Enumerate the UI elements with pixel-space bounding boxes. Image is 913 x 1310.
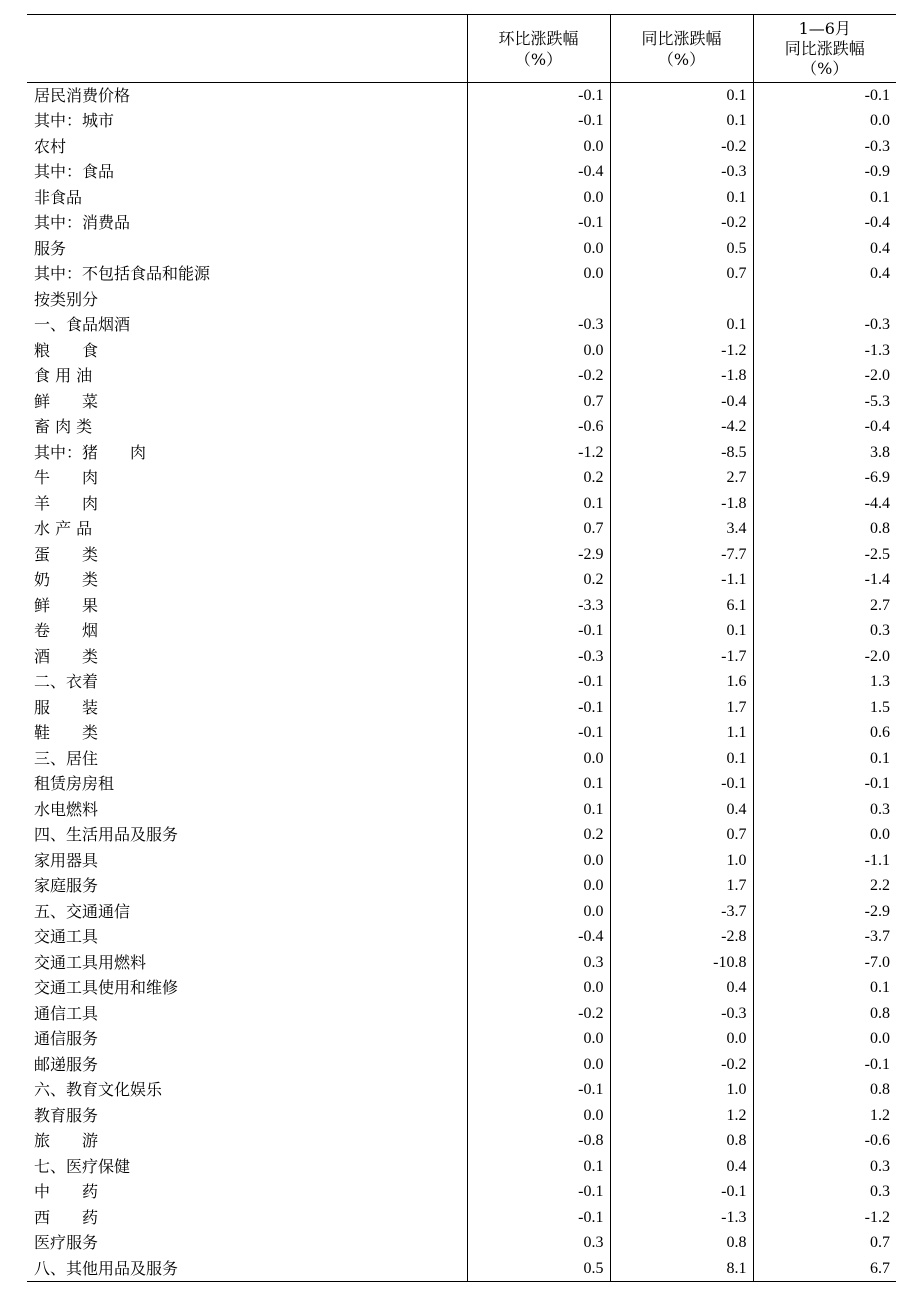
yoy-value: 0.0 [610, 1026, 753, 1052]
ytd-yoy-value: 0.8 [753, 1001, 896, 1027]
table-row [27, 83, 896, 109]
ytd-yoy-value: -0.1 [753, 83, 896, 109]
row-label: 四、生活用品及服务 [34, 825, 179, 845]
ytd-yoy-value: 0.3 [753, 618, 896, 644]
row-label: 水电燃料 [34, 799, 99, 819]
mom-value: 0.7 [467, 389, 610, 415]
row-label: 其中：消费品 [34, 213, 131, 233]
mom-value: 0.0 [467, 134, 610, 160]
ytd-yoy-value: 3.8 [753, 440, 896, 466]
row-label: 其中：不包括食品和能源 [34, 264, 211, 284]
ytd-yoy-value: 1.2 [753, 1103, 896, 1129]
yoy-value: -1.7 [610, 644, 753, 670]
ytd-yoy-value: -2.9 [753, 899, 896, 925]
table-row [27, 1103, 896, 1129]
ytd-yoy-value: -2.5 [753, 542, 896, 568]
table-row [27, 389, 896, 415]
table-row [27, 950, 896, 976]
row-label: 租赁房房租 [34, 774, 115, 794]
yoy-value: -1.8 [610, 491, 753, 517]
yoy-value: 0.8 [610, 1230, 753, 1256]
yoy-value: 1.0 [610, 1077, 753, 1103]
row-label: 牛 肉 [34, 468, 99, 488]
row-label: 蛋 类 [34, 544, 99, 564]
mom-value: -0.8 [467, 1128, 610, 1154]
mom-value: -0.1 [467, 1179, 610, 1205]
yoy-value: -8.5 [610, 440, 753, 466]
ytd-yoy-value: -3.7 [753, 924, 896, 950]
mom-value: 0.0 [467, 261, 610, 287]
mom-value: -3.3 [467, 593, 610, 619]
table-row [27, 746, 896, 772]
table-row [27, 491, 896, 517]
mom-value: 0.3 [467, 950, 610, 976]
ytd-yoy-value: -2.0 [753, 363, 896, 389]
yoy-value: 3.4 [610, 516, 753, 542]
mom-value: 0.0 [467, 1052, 610, 1078]
ytd-yoy-value: -0.4 [753, 414, 896, 440]
ytd-yoy-value: -6.9 [753, 465, 896, 491]
row-label: 通信服务 [34, 1029, 99, 1049]
table-row [27, 1026, 896, 1052]
table-row [27, 848, 896, 874]
ytd-yoy-value: 0.1 [753, 975, 896, 1001]
row-label: 交通工具用燃料 [34, 952, 147, 972]
mom-value: -1.2 [467, 440, 610, 466]
table-row [27, 542, 896, 568]
yoy-value: 0.4 [610, 975, 753, 1001]
mom-value: -0.1 [467, 108, 610, 134]
mom-value: 0.1 [467, 491, 610, 517]
cpi-table [27, 14, 896, 1282]
ytd-yoy-value: -0.9 [753, 159, 896, 185]
ytd-yoy-value: -0.3 [753, 312, 896, 338]
yoy-value: 1.6 [610, 669, 753, 695]
table-row [27, 236, 896, 262]
yoy-value: 1.7 [610, 695, 753, 721]
mom-value: -0.1 [467, 210, 610, 236]
yoy-value: 6.1 [610, 593, 753, 619]
yoy-value: -0.1 [610, 1179, 753, 1205]
table-row [27, 669, 896, 695]
yoy-value: 0.7 [610, 822, 753, 848]
yoy-value: 0.7 [610, 261, 753, 287]
row-label: 其中：食品 [34, 162, 115, 182]
row-label: 鲜 菜 [34, 391, 99, 411]
row-label: 食 用 油 [34, 366, 93, 386]
ytd-yoy-value: 0.0 [753, 822, 896, 848]
table-row [27, 797, 896, 823]
mom-value: -0.1 [467, 695, 610, 721]
table-header [27, 15, 896, 83]
table-row [27, 1001, 896, 1027]
row-label: 一、食品烟酒 [34, 315, 131, 335]
ytd-yoy-value: 1.5 [753, 695, 896, 721]
yoy-value: -0.1 [610, 771, 753, 797]
mom-value: 0.0 [467, 185, 610, 211]
row-label: 邮递服务 [34, 1054, 99, 1074]
yoy-value: 0.1 [610, 108, 753, 134]
row-label: 交通工具 [34, 927, 99, 947]
header-yoy-change: 同比涨跌幅 （%） [610, 15, 753, 83]
yoy-value: -4.2 [610, 414, 753, 440]
yoy-value: 0.1 [610, 83, 753, 109]
yoy-value: 1.7 [610, 873, 753, 899]
ytd-yoy-value: -0.6 [753, 1128, 896, 1154]
yoy-value: 1.1 [610, 720, 753, 746]
yoy-value: -0.2 [610, 1052, 753, 1078]
mom-value: -0.4 [467, 924, 610, 950]
table-row [27, 363, 896, 389]
ytd-yoy-value: 0.7 [753, 1230, 896, 1256]
mom-value: -0.1 [467, 618, 610, 644]
ytd-yoy-value: -7.0 [753, 950, 896, 976]
row-label: 旅 游 [34, 1131, 99, 1151]
row-label: 非食品 [34, 187, 83, 207]
table-row [27, 1230, 896, 1256]
table-row [27, 134, 896, 160]
ytd-yoy-value: 0.0 [753, 108, 896, 134]
ytd-yoy-value: -0.3 [753, 134, 896, 160]
row-label: 通信工具 [34, 1003, 99, 1023]
ytd-yoy-value: 1.3 [753, 669, 896, 695]
ytd-yoy-value: -1.4 [753, 567, 896, 593]
header-mom-change: 环比涨跌幅 （%） [467, 15, 610, 83]
table-row [27, 1128, 896, 1154]
table-row [27, 593, 896, 619]
row-label: 按类别分 [34, 289, 99, 309]
table-row [27, 516, 896, 542]
ytd-yoy-value: -0.1 [753, 771, 896, 797]
mom-value: 0.0 [467, 338, 610, 364]
yoy-value: -0.2 [610, 134, 753, 160]
mom-value: -0.2 [467, 1001, 610, 1027]
yoy-value: -0.3 [610, 1001, 753, 1027]
mom-value: 0.2 [467, 822, 610, 848]
ytd-yoy-value: -2.0 [753, 644, 896, 670]
yoy-value: -2.8 [610, 924, 753, 950]
yoy-value: 1.0 [610, 848, 753, 874]
table-row [27, 1077, 896, 1103]
yoy-value: -1.2 [610, 338, 753, 364]
yoy-value: -0.2 [610, 210, 753, 236]
row-label: 农村 [34, 136, 67, 156]
yoy-value: 0.8 [610, 1128, 753, 1154]
yoy-value: 0.1 [610, 185, 753, 211]
yoy-value: -10.8 [610, 950, 753, 976]
mom-value: 0.1 [467, 771, 610, 797]
row-label: 中 药 [34, 1182, 99, 1202]
yoy-value: -1.8 [610, 363, 753, 389]
mom-value: 0.0 [467, 236, 610, 262]
ytd-yoy-value: 0.3 [753, 1154, 896, 1180]
mom-value: 0.0 [467, 848, 610, 874]
row-label: 鞋 类 [34, 723, 99, 743]
mom-value: -0.4 [467, 159, 610, 185]
table-row [27, 975, 896, 1001]
ytd-yoy-value: -0.1 [753, 1052, 896, 1078]
row-label: 交通工具使用和维修 [34, 978, 179, 998]
table-row [27, 1205, 896, 1231]
mom-value: 0.1 [467, 1154, 610, 1180]
table-row [27, 873, 896, 899]
row-label: 二、衣着 [34, 672, 99, 692]
row-label: 八、其他用品及服务 [27, 1256, 467, 1282]
row-label: 其中：城市 [34, 111, 115, 131]
ytd-yoy-value: -1.1 [753, 848, 896, 874]
ytd-yoy-value: 0.0 [753, 1026, 896, 1052]
ytd-yoy-value: 0.6 [753, 720, 896, 746]
row-label: 五、交通通信 [34, 901, 131, 921]
mom-value: 0.0 [467, 1103, 610, 1129]
row-label: 畜 肉 类 [34, 417, 93, 437]
header-item-column [27, 15, 467, 83]
row-label: 服 装 [34, 697, 99, 717]
table-row [27, 1179, 896, 1205]
row-label: 六、教育文化娱乐 [34, 1080, 163, 1100]
mom-value: 0.7 [467, 516, 610, 542]
table-body [27, 83, 896, 1282]
table-row [27, 822, 896, 848]
row-label: 鲜 果 [34, 595, 99, 615]
row-label: 居民消费价格 [34, 86, 131, 105]
ytd-yoy-value: 0.3 [753, 1179, 896, 1205]
yoy-value: 0.4 [610, 1154, 753, 1180]
ytd-yoy-value: 2.2 [753, 873, 896, 899]
mom-value: -0.2 [467, 363, 610, 389]
yoy-value [610, 287, 753, 313]
table-row [27, 185, 896, 211]
table-row [27, 618, 896, 644]
yoy-value: 0.1 [610, 746, 753, 772]
ytd-yoy-value: 0.8 [753, 516, 896, 542]
table-row [27, 465, 896, 491]
ytd-yoy-value: -4.4 [753, 491, 896, 517]
table-row [27, 440, 896, 466]
table-row [27, 644, 896, 670]
ytd-yoy-value: 0.4 [753, 261, 896, 287]
ytd-yoy-value: 0.8 [753, 1077, 896, 1103]
yoy-value: 0.4 [610, 797, 753, 823]
mom-value: 0.5 [467, 1256, 610, 1282]
table-row [27, 159, 896, 185]
table-row [27, 210, 896, 236]
table-row [27, 312, 896, 338]
mom-value: 0.2 [467, 567, 610, 593]
mom-value: -0.3 [467, 644, 610, 670]
table-row [27, 261, 896, 287]
table-row [27, 1154, 896, 1180]
yoy-value: 0.1 [610, 312, 753, 338]
header-row [27, 15, 896, 83]
table-row [27, 695, 896, 721]
mom-value: 0.0 [467, 746, 610, 772]
mom-value: -2.9 [467, 542, 610, 568]
yoy-value: 0.1 [610, 618, 753, 644]
yoy-value: -7.7 [610, 542, 753, 568]
mom-value: 0.2 [467, 465, 610, 491]
yoy-value: -1.1 [610, 567, 753, 593]
yoy-value: -0.4 [610, 389, 753, 415]
table-row [27, 567, 896, 593]
yoy-value: -0.3 [610, 159, 753, 185]
ytd-yoy-value: -0.4 [753, 210, 896, 236]
row-label: 其中：猪 肉 [34, 442, 147, 462]
mom-value: -0.6 [467, 414, 610, 440]
table-row [27, 108, 896, 134]
mom-value: -0.3 [467, 312, 610, 338]
ytd-yoy-value: 0.1 [753, 185, 896, 211]
mom-value: -0.1 [467, 1205, 610, 1231]
row-label: 酒 类 [34, 646, 99, 666]
yoy-value: 0.5 [610, 236, 753, 262]
row-label: 医疗服务 [34, 1233, 99, 1253]
row-label: 家庭服务 [34, 876, 99, 896]
ytd-yoy-value [753, 287, 896, 313]
mom-value [467, 287, 610, 313]
row-label: 七、医疗保健 [34, 1156, 131, 1176]
mom-value: -0.1 [467, 669, 610, 695]
mom-value: 0.3 [467, 1230, 610, 1256]
ytd-yoy-value: -1.3 [753, 338, 896, 364]
ytd-yoy-value: 2.7 [753, 593, 896, 619]
ytd-yoy-value: -5.3 [753, 389, 896, 415]
row-label: 奶 类 [34, 570, 99, 590]
row-label: 服务 [34, 238, 67, 258]
mom-value: -0.1 [467, 720, 610, 746]
mom-value: 0.0 [467, 975, 610, 1001]
mom-value: -0.1 [467, 83, 610, 109]
row-label: 羊 肉 [34, 493, 99, 513]
row-label: 西 药 [34, 1207, 99, 1227]
ytd-yoy-value: 0.4 [753, 236, 896, 262]
table-row [27, 287, 896, 313]
table-row [27, 338, 896, 364]
yoy-value: 1.2 [610, 1103, 753, 1129]
mom-value: 0.0 [467, 1026, 610, 1052]
ytd-yoy-value: 6.7 [753, 1256, 896, 1282]
table-row [27, 899, 896, 925]
row-label: 粮 食 [34, 340, 99, 360]
header-ytd-yoy-change: 1—6月 同比涨跌幅 （%） [753, 15, 896, 83]
mom-value: 0.1 [467, 797, 610, 823]
ytd-yoy-value: 0.1 [753, 746, 896, 772]
row-label: 教育服务 [34, 1105, 99, 1125]
yoy-value: 8.1 [610, 1256, 753, 1282]
mom-value: 0.0 [467, 899, 610, 925]
table-row [27, 924, 896, 950]
table-row [27, 1052, 896, 1078]
ytd-yoy-value: -1.2 [753, 1205, 896, 1231]
table-row [27, 1256, 896, 1282]
mom-value: 0.0 [467, 873, 610, 899]
mom-value: -0.1 [467, 1077, 610, 1103]
table-row [27, 720, 896, 746]
row-label: 家用器具 [34, 850, 99, 870]
table-row [27, 771, 896, 797]
table-row [27, 414, 896, 440]
row-label: 卷 烟 [34, 621, 99, 641]
yoy-value: -1.3 [610, 1205, 753, 1231]
yoy-value: -3.7 [610, 899, 753, 925]
ytd-yoy-value: 0.3 [753, 797, 896, 823]
row-label: 水 产 品 [34, 519, 93, 539]
yoy-value: 2.7 [610, 465, 753, 491]
row-label: 三、居住 [34, 748, 99, 768]
